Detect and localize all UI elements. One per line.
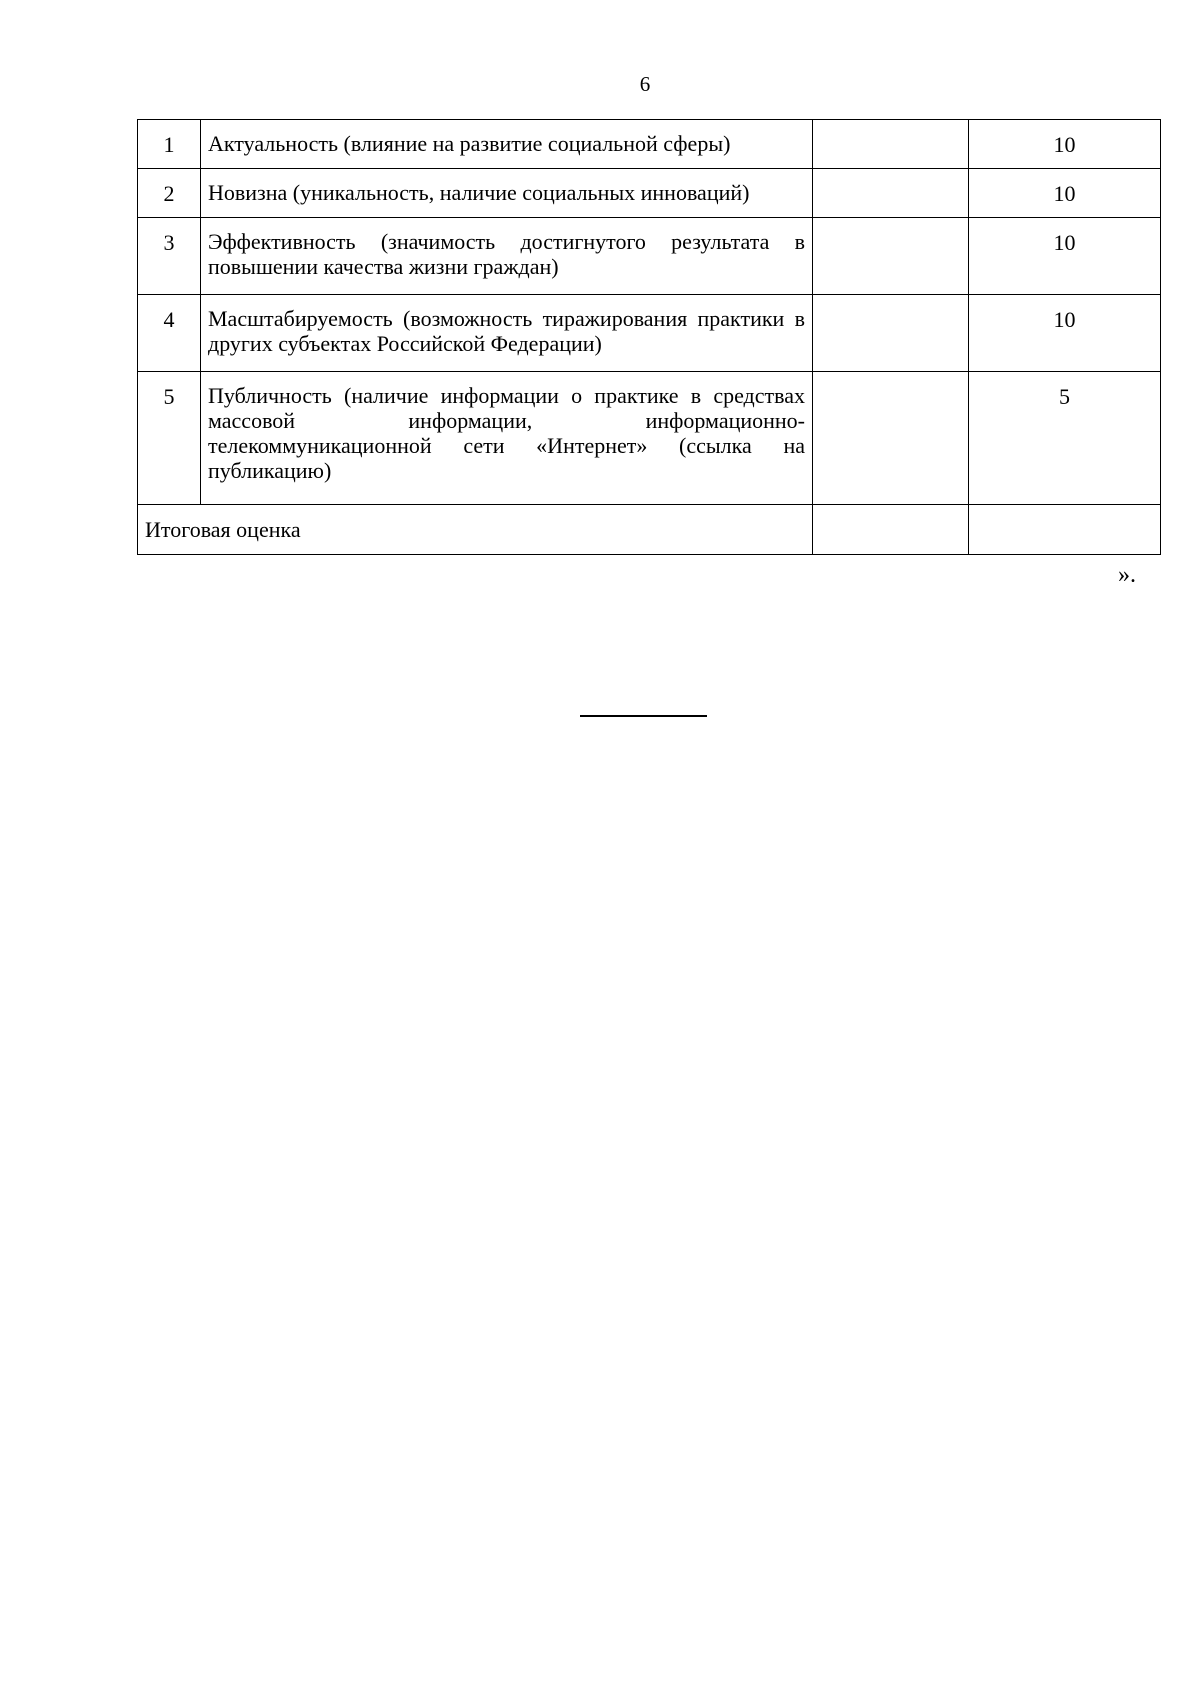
max-score: 10	[969, 169, 1161, 218]
criterion-name: Публичность (наличие информации о практике в средствах массовой информации, информационно-телекоммуникационной сети «Интернет» (ссылка на публикацию)	[201, 372, 813, 505]
table-row	[138, 120, 1161, 169]
max-score: 10	[969, 295, 1161, 372]
table-row	[138, 218, 1161, 295]
row-number: 1	[138, 120, 201, 169]
total-max-cell	[969, 505, 1161, 555]
criteria-table	[137, 119, 1161, 555]
criterion-name: Эффективность (значимость достигнутого результата в повышении качества жизни граждан)	[201, 218, 813, 295]
row-number: 2	[138, 169, 201, 218]
score-cell	[813, 169, 969, 218]
criterion-name: Новизна (уникальность, наличие социальных инноваций)	[201, 169, 813, 218]
row-number: 3	[138, 218, 201, 295]
max-score: 10	[969, 120, 1161, 169]
max-score: 5	[969, 372, 1161, 505]
table-row	[138, 372, 1161, 505]
max-score: 10	[969, 218, 1161, 295]
criterion-name: Актуальность (влияние на развитие социальной сферы)	[201, 120, 813, 169]
table-row	[138, 295, 1161, 372]
score-cell	[813, 120, 969, 169]
row-number: 5	[138, 372, 201, 505]
table-row	[138, 169, 1161, 218]
criterion-name: Масштабируемость (возможность тиражирования практики в других субъектах Российской Федерации)	[201, 295, 813, 372]
total-label: Итоговая оценка	[138, 505, 813, 555]
row-number: 4	[138, 295, 201, 372]
end-divider	[580, 715, 707, 717]
page-number: 6	[639, 72, 651, 96]
total-row	[138, 505, 1161, 555]
closing-quote: ».	[1118, 562, 1136, 588]
score-cell	[813, 295, 969, 372]
score-cell	[813, 372, 969, 505]
total-score-cell	[813, 505, 969, 555]
score-cell	[813, 218, 969, 295]
